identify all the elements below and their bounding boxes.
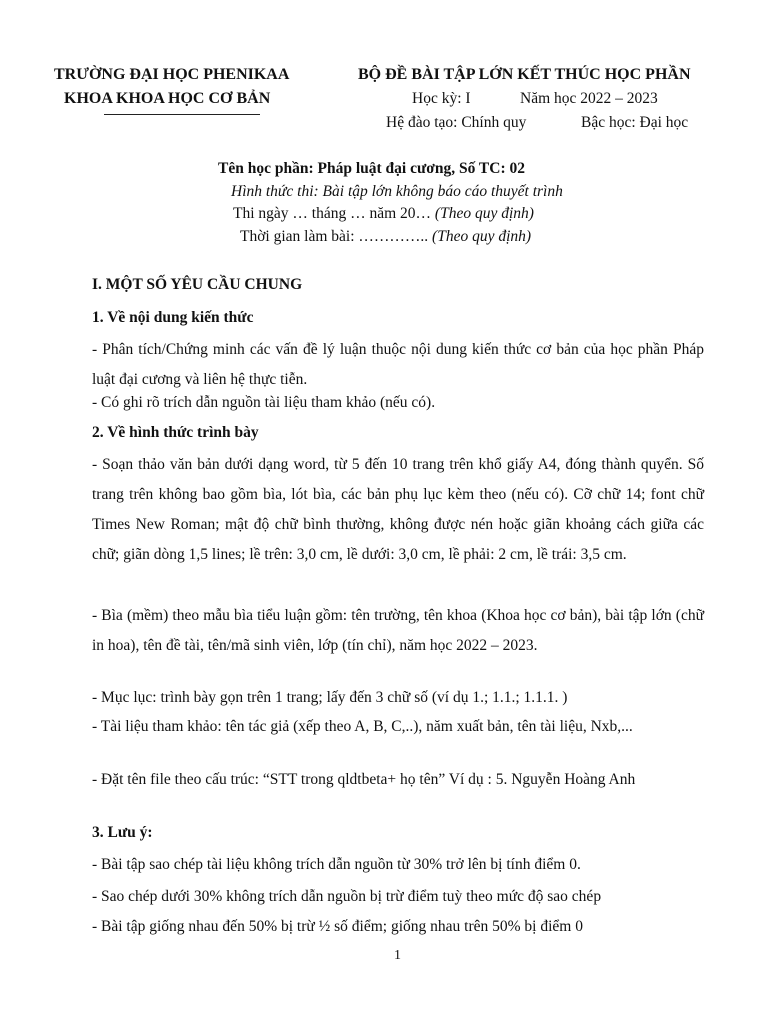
faculty-name: KHOA KHOA HỌC CƠ BẢN [64, 90, 271, 107]
subsection-2-paragraph-1: - Soạn thảo văn bản dưới dạng word, từ 5 đến 10 trang trên khổ giấy A4, đóng thành quyển. Số trang trên không bao gồm bìa, lót bìa, các bản phụ lục kèm theo (nếu có). Cỡ chữ 14; font chữ Times New Roman; mật độ chữ bình thường, không được nén hoặc giãn khoảng cách giữa các chữ; giãn dòng 1,5 lines; lề trên: 3,0 cm, lề dưới: 3,0 cm, lề phải: 2 cm, lề trái: 3,5 cm. [92, 456, 704, 563]
exam-date [233, 205, 534, 223]
exam-duration-note: (Theo quy định) [432, 228, 532, 245]
subsection-3-title: 3. Lưu ý: [92, 824, 153, 841]
subsection-3-paragraph-1: - Bài tập sao chép tài liệu không trích dẫn nguồn từ 30% trở lên bị tính điểm 0. [92, 856, 581, 873]
course-name: Tên học phần: Pháp luật đại cương, Số TC: 02 [218, 160, 526, 177]
exam-date-text: Thi ngày … tháng … năm 20… [233, 205, 435, 222]
subsection-3-paragraph-2: - Sao chép dưới 30% không trích dẫn nguồn bị trừ điểm tuỳ theo mức độ sao chép [92, 888, 602, 905]
exam-form: Hình thức thi: Bài tập lớn không báo cáo thuyết trình [231, 183, 563, 200]
academic-year: Năm học 2022 – 2023 [520, 90, 658, 107]
exam-date-note: (Theo quy định) [434, 205, 534, 222]
document-title: BỘ ĐỀ BÀI TẬP LỚN KẾT THÚC HỌC PHẦN [358, 66, 691, 83]
university-name: TRƯỜNG ĐẠI HỌC PHENIKAA [54, 66, 290, 83]
education-level: Bậc học: Đại học [581, 114, 689, 131]
subsection-1-paragraph-2: - Có ghi rõ trích dẫn nguồn tài liệu tham khảo (nếu có). [92, 394, 436, 411]
subsection-2-title: 2. Về hình thức trình bày [92, 424, 259, 441]
exam-duration-text: Thời gian làm bài: ………….. [240, 228, 433, 245]
subsection-2-paragraph-2: - Bìa (mềm) theo mẫu bìa tiểu luận gồm: tên trường, tên khoa (Khoa học cơ bản), bài tập lớn (chữ in hoa), tên đề tài, tên/mã sinh viên, lớp (tín chỉ), năm học 2022 – 2023. [92, 607, 704, 654]
page-number: 1 [394, 948, 401, 963]
header-divider [104, 114, 260, 115]
subsection-3-paragraph-3: - Bài tập giống nhau đến 50% bị trừ ½ số điểm; giống nhau trên 50% bị điểm 0 [92, 918, 583, 935]
training-system: Hệ đào tạo: Chính quy [386, 114, 527, 131]
subsection-1-paragraph-1: - Phân tích/Chứng minh các vấn đề lý luận thuộc nội dung kiến thức cơ bản của học phần Pháp luật đại cương và liên hệ thực tiễn. [92, 341, 704, 388]
subsection-2-paragraph-5: - Đặt tên file theo cấu trúc: “STT trong qldtbeta+ họ tên” Ví dụ : 5. Nguyễn Hoàng Anh [92, 771, 636, 788]
subsection-2-paragraph-3: - Mục lục: trình bày gọn trên 1 trang; lấy đến 3 chữ số (ví dụ 1.; 1.1.; 1.1.1. ) [92, 689, 568, 706]
subsection-1-title: 1. Về nội dung kiến thức [92, 309, 254, 326]
subsection-2-paragraph-4: - Tài liệu tham khảo: tên tác giả (xếp theo A, B, C,..), năm xuất bản, tên tài liệu, Nxb,... [92, 718, 633, 735]
section-title: I. MỘT SỐ YÊU CẦU CHUNG [92, 276, 303, 293]
semester: Học kỳ: I [412, 90, 471, 107]
exam-duration [240, 228, 531, 246]
